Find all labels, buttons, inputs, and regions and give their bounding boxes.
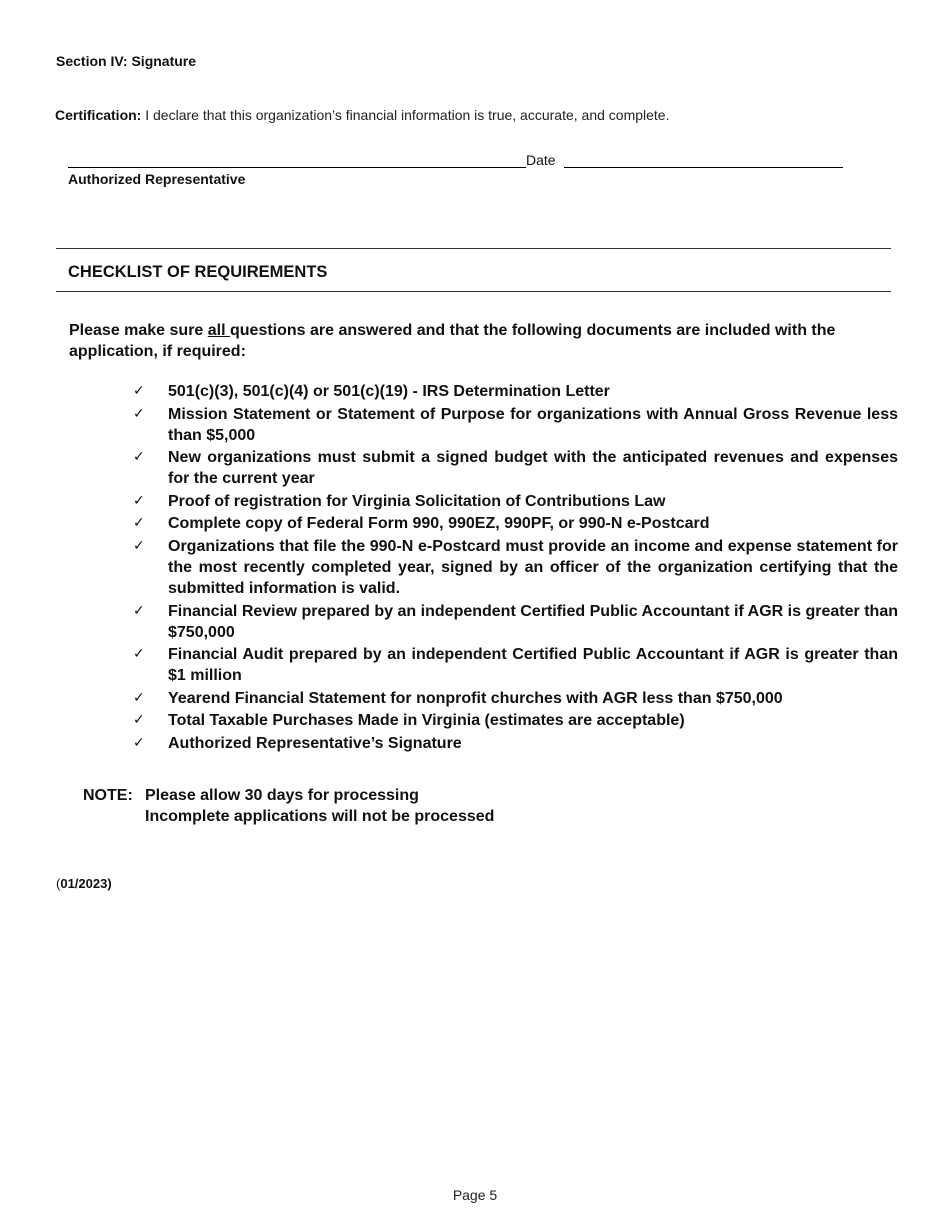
checkmark-icon: ✓ [133,734,145,751]
checklist-item [133,447,898,489]
revision-date [56,876,112,891]
date-line[interactable] [564,167,843,168]
date-label: Date [526,152,556,168]
note-line-1: Please allow 30 days for processing [145,787,419,804]
checklist-item [133,513,898,534]
note-label: NOTE: [83,787,133,804]
checklist-item [133,404,898,446]
checkmark-icon: ✓ [133,449,145,466]
note-line-2: Incomplete applications will not be processed [145,808,495,825]
page-number: Page 5 [452,1187,498,1203]
checkmark-icon: ✓ [133,646,145,663]
certification-label: Certification: [55,107,142,123]
checklist-item-text: New organizations must submit a signed budget with the anticipated revenues and expenses for the current year [168,449,898,488]
checklist-item-text: Organizations that file the 990-N e-Postcard must provide an income and expense statement for the most recently completed year, signed by an officer of the organization certifying that the submitted information is valid. [168,537,898,597]
certification-text: I declare that this organization’s financial information is true, accurate, and complete. [141,107,670,123]
checklist-item [133,710,898,731]
checklist-intro [69,320,899,362]
checklist-item [133,601,898,643]
checkmark-icon: ✓ [133,405,145,422]
requirements-list [133,381,898,756]
checkmark-icon: ✓ [133,537,145,554]
checklist-title: CHECKLIST OF REQUIREMENTS [68,263,328,281]
certification-statement [55,107,669,123]
checklist-item [133,381,898,402]
checklist-item [133,688,898,709]
checkmark-icon: ✓ [133,383,145,399]
checklist-item [133,733,898,754]
checklist-bottom-divider [56,291,891,292]
checklist-item [133,491,898,512]
checkmark-icon: ✓ [133,689,145,706]
checklist-item [133,536,898,599]
checkmark-icon: ✓ [133,515,145,532]
authorized-representative-label: Authorized Representative [68,171,246,187]
revision-text: 01/2023) [60,876,112,891]
checklist-top-divider [56,248,891,249]
checklist-item-text: Financial Audit prepared by an independent Certified Public Accountant if AGR is greater than $1 million [168,646,898,685]
intro-text-end: questions are answered and that the following documents are included with the application, if required: [69,322,836,360]
revision-open-paren: ( [56,876,61,891]
checklist-item-text: 501(c)(3), 501(c)(4) or 501(c)(19) - IRS Determination Letter [168,383,610,400]
note-block [83,785,494,827]
checklist-item-text: Financial Review prepared by an independent Certified Public Accountant if AGR is greater than $750,000 [168,602,898,641]
checklist-item-text: Yearend Financial Statement for nonprofit churches with AGR less than $750,000 [168,689,783,707]
intro-text-start: Please make sure [69,322,208,339]
checklist-item-text: Mission Statement or Statement of Purpose for organizations with Annual Gross Revenue less than $5,000 [168,405,898,444]
checklist-item-text: Total Taxable Purchases Made in Virginia (estimates are acceptable) [168,712,685,730]
checklist-item-text: Authorized Representative’s Signature [168,734,462,752]
checklist-item-text: Proof of registration for Virginia Solicitation of Contributions Law [168,492,666,510]
signature-line[interactable] [68,167,526,168]
checklist-item-text: Complete copy of Federal Form 990, 990EZ, 990PF, or 990-N e-Postcard [168,515,710,533]
checkmark-icon: ✓ [133,712,145,729]
checkmark-icon: ✓ [133,492,145,509]
intro-emphasis: all [207,322,230,339]
checklist-item [133,644,898,686]
checkmark-icon: ✓ [133,602,145,619]
section-heading: Section IV: Signature [56,53,197,69]
